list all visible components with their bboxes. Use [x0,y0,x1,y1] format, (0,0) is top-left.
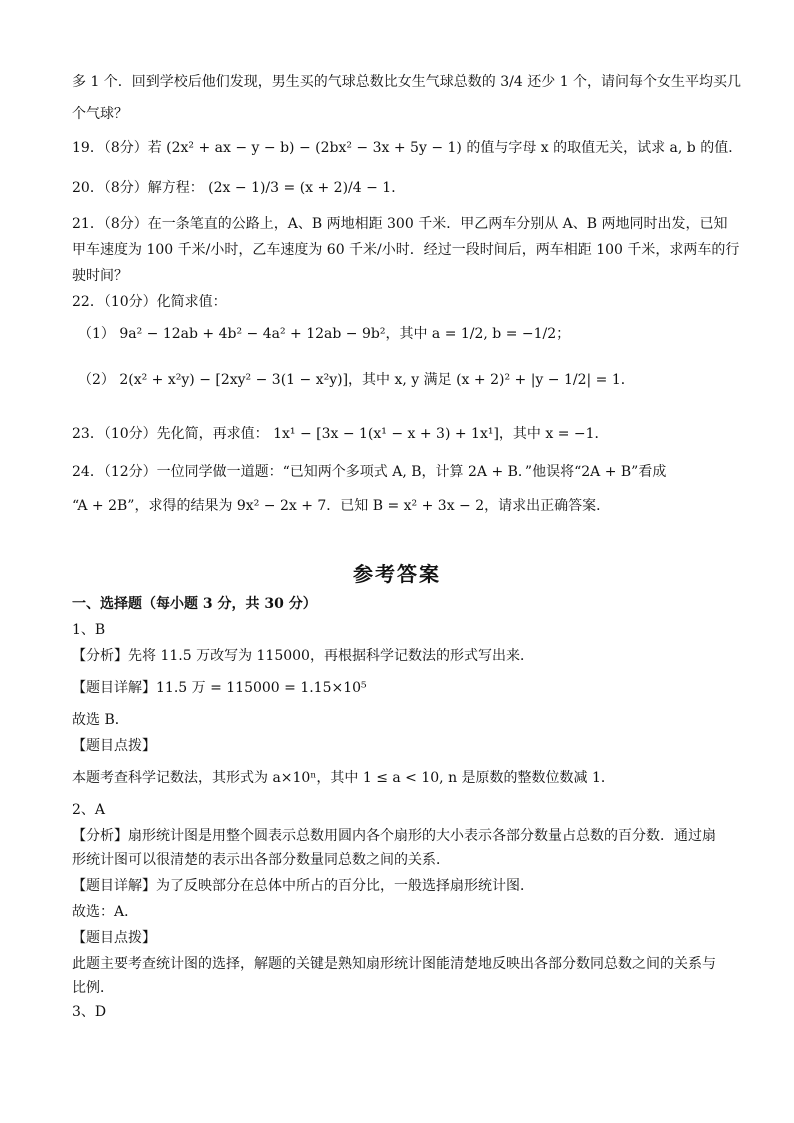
answer-1-detail: 【题目详解】11.5 万 = 115000 = 1.15×10⁵ [72,680,367,696]
answer-1-tip-heading: 【题目点拨】 [72,738,156,754]
answer-2-choice: 故选：A． [72,904,139,920]
question-20: 20．（8分）解方程： (2x − 1)/3 = (x + 2)/4 − 1． [72,180,406,196]
question-22-part-1: （1） 9a² − 12ab + 4b² − 4a² + 12ab − 9b²，其中 a = 1/2, b = −1/2； [78,326,571,342]
answer-2-tip-line-2: 比例． [72,980,114,996]
question-21-line-1: 21．（8分）在一条笔直的公路上，A、B 两地相距 300 千米．甲乙两车分别从 A、B 两地同时出发，已知 [72,216,728,232]
answer-2-analysis-line-1: 【分析】扇形统计图是用整个圆表示总数用圆内各个扇形的大小表示各部分数量占总数的百分数．通过扇 [72,828,716,844]
answer-2-tip-heading: 【题目点拨】 [72,930,156,946]
q18-continued-line-2: 个气球？ [72,106,128,122]
answer-1-tip: 本题考查科学记数法，其形式为 a×10ⁿ，其中 1 ≤ a < 10, n 是原数的整数位数减 1． [72,770,615,786]
question-24-line-1: 24．（12分）一位同学做一道题：“已知两个多项式 A, B，计算 2A + B．”他误将“2A + B”看成 [72,464,667,480]
answer-1-analysis: 【分析】先将 11.5 万改写为 115000，再根据科学记数法的形式写出来． [72,648,534,664]
question-24-line-2: “A + 2B”，求得的结果为 9x² − 2x + 7．已知 B = x² + 3x − 2，请求出正确答案． [72,498,611,514]
q18-continued-line-1: 多 1 个．回到学校后他们发现，男生买的气球总数比女生气球总数的 3/4 还少 1 个，请问每个女生平均买几 [72,74,742,90]
question-21-line-2: 甲车速度为 100 千米/小时，乙车速度为 60 千米/小时．经过一段时间后，两车相距 100 千米，求两车的行 [72,242,740,258]
answer-2-analysis-line-2: 形统计图可以很清楚的表示出各部分数量同总数之间的关系． [72,852,450,868]
question-22-heading: 22．（10分）化简求值： [72,294,227,310]
answer-2-detail: 【题目详解】为了反映部分在总体中所占的百分比，一般选择扇形统计图． [72,878,534,894]
answer-2-tip-line-1: 此题主要考查统计图的选择，解题的关键是熟知扇形统计图能清楚地反映出各部分数同总数之间的关系与 [72,956,716,972]
section-1-heading: 一、选择题（每小题 3 分，共 30 分） [72,596,317,612]
answer-3-number: 3、D [72,1004,107,1020]
question-19: 19．（8分）若 (2x² + ax − y − b) − (2bx² − 3x + 5y − 1) 的值与字母 x 的取值无关，试求 a, b 的值． [72,140,743,156]
question-22-part-2: （2） 2(x² + x²y) − [2xy² − 3(1 − x²y)]，其中 x, y 满足 (x + 2)² + |y − 1/2| = 1． [78,372,635,388]
answer-2-number: 2、A [72,802,106,818]
answers-title: 参考答案 [353,562,441,586]
question-21-line-3: 驶时间？ [72,268,128,284]
answer-1-number: 1、B [72,622,106,638]
question-23: 23．（10分）先化简，再求值： 1x¹ − [3x − 1(x¹ − x + 3) + 1x¹]，其中 x = −1． [72,426,609,442]
answer-1-choice: 故选 B． [72,712,129,728]
